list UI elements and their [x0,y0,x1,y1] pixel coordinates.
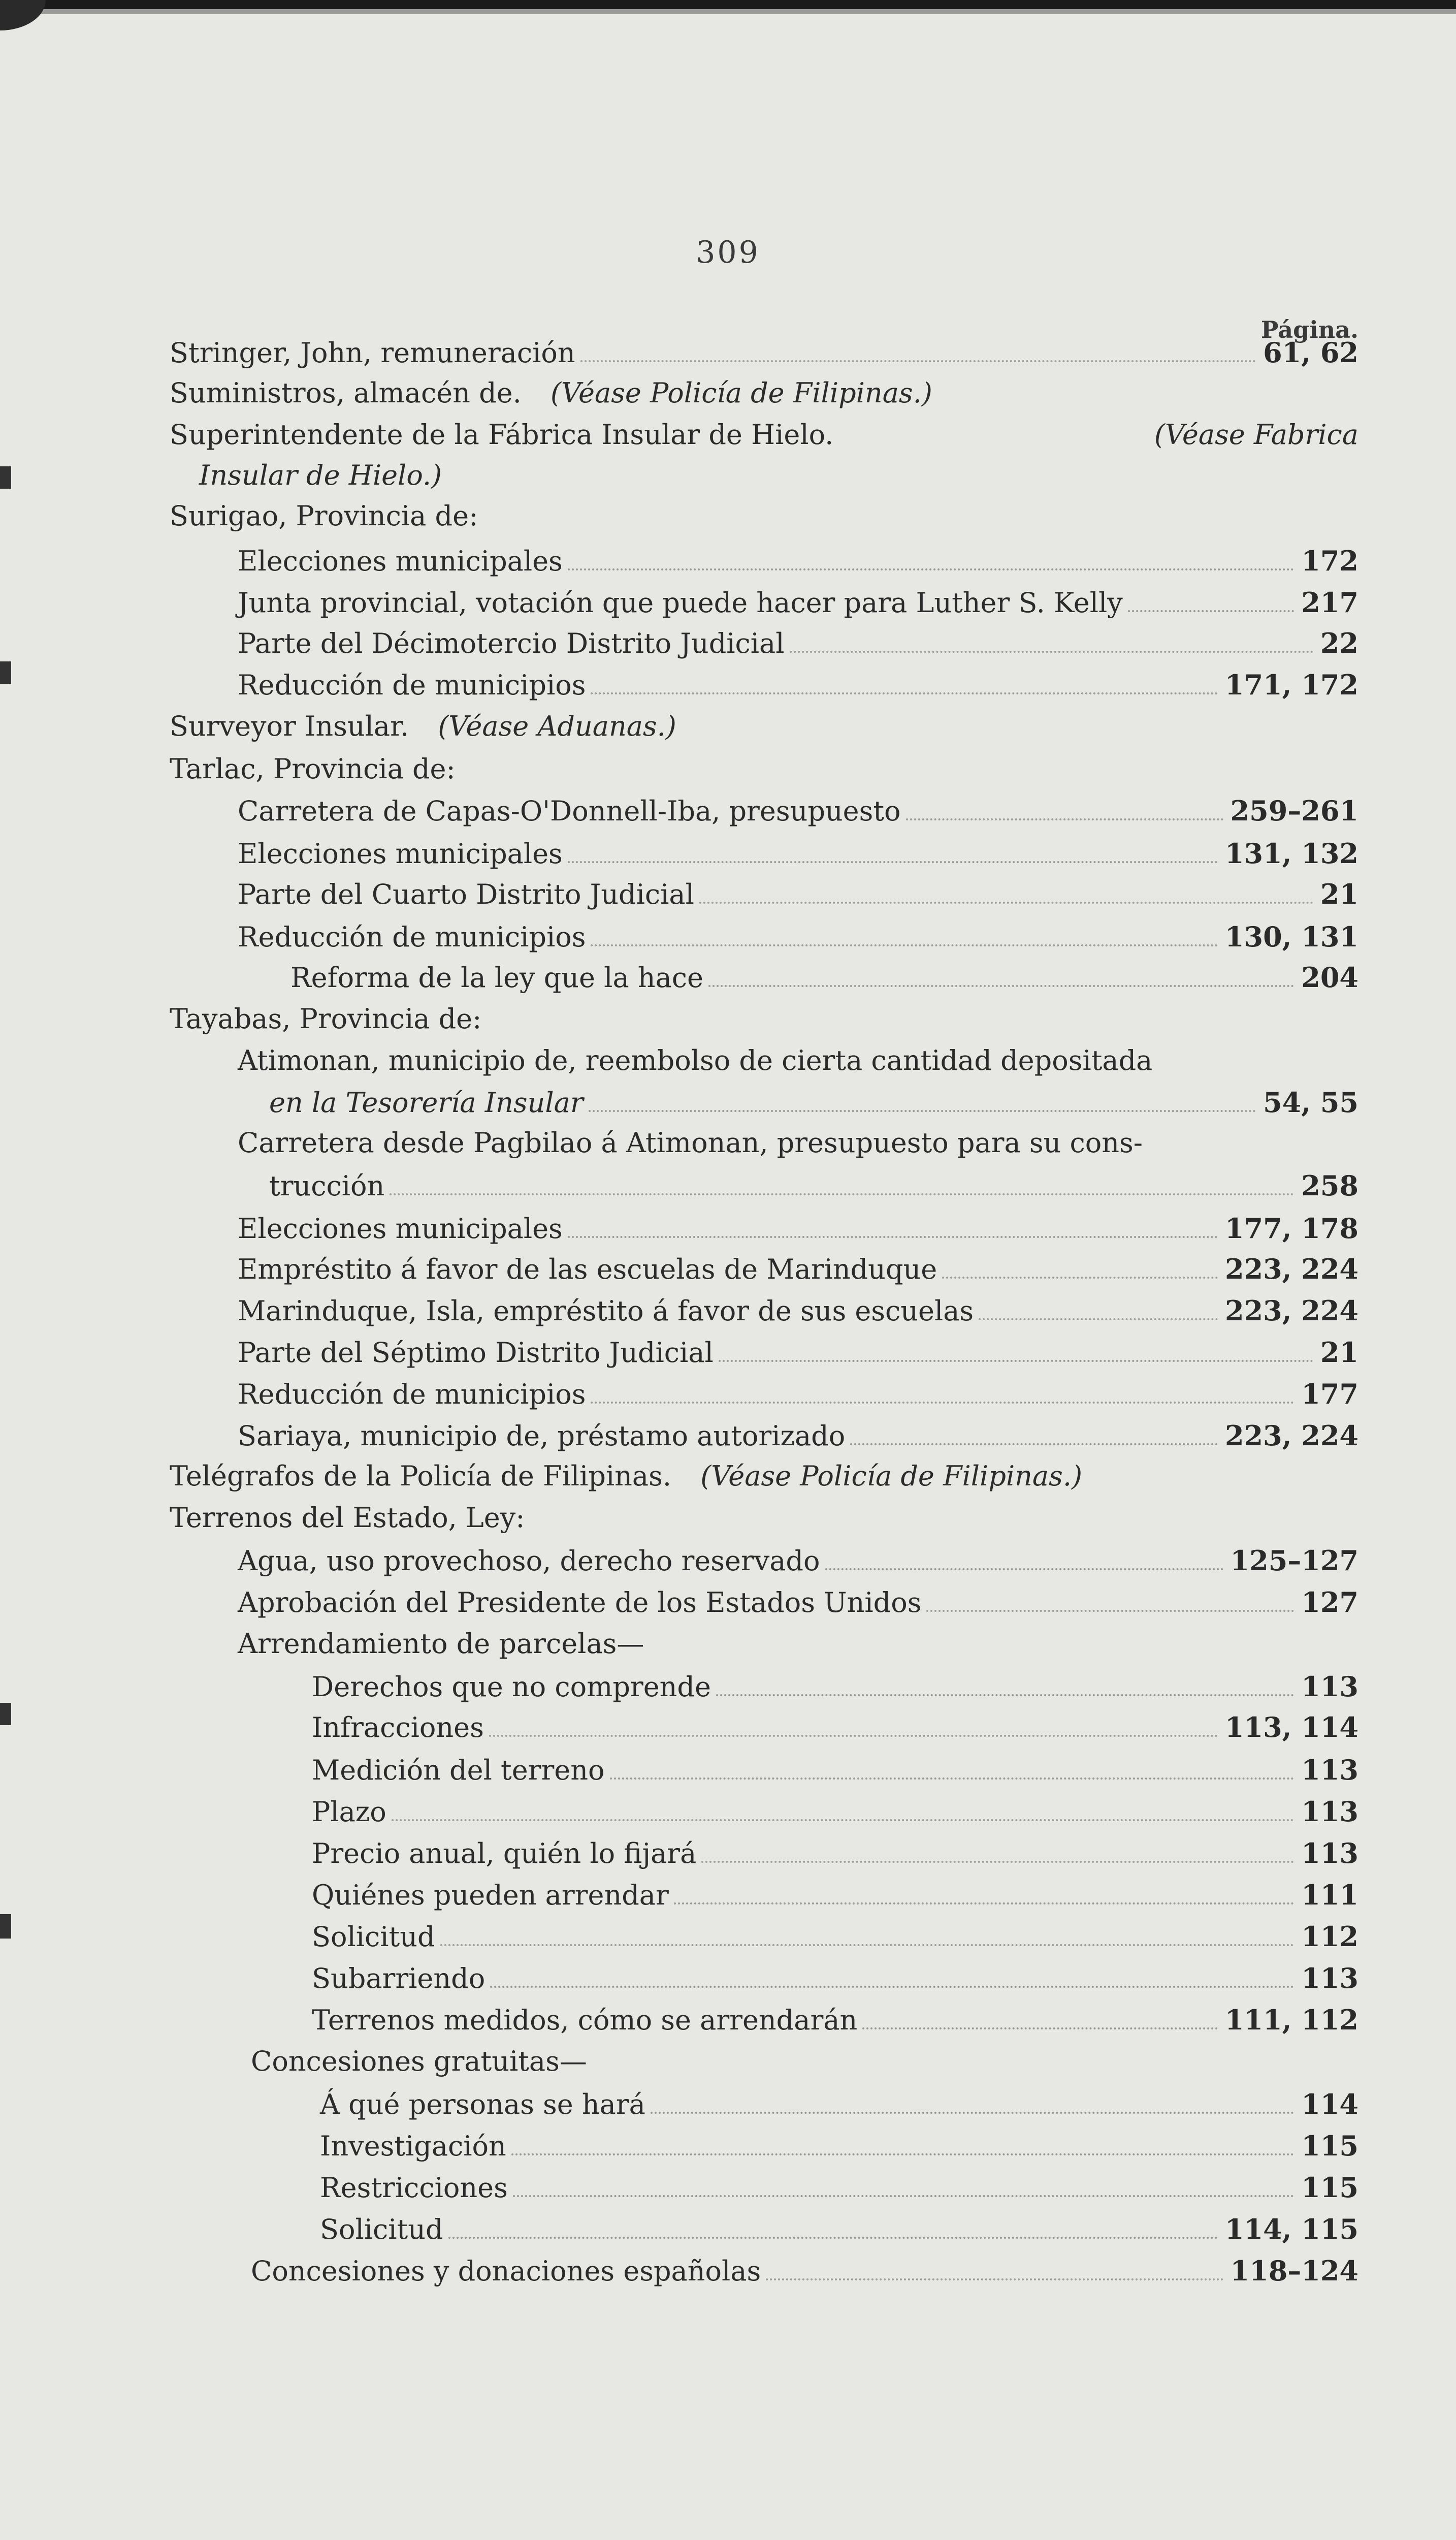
entry-text: Parte del Séptimo Distrito Judicial [238,1337,714,1369]
leader-dots [979,1318,1218,1320]
index-heading [0,999,1456,1039]
entry-text: Infracciones [312,1711,484,1743]
page-ref: 113 [1301,1754,1358,1786]
index-entry [0,833,1456,874]
entry-text: Atimonan, municipio de, reembolso de cierta cantidad depositada [238,1044,1153,1076]
entry-text: Surigao, Provincia de: [170,500,478,532]
entry-text: Concesiones y donaciones españolas [251,2255,761,2287]
leader-dots [589,1110,1256,1112]
page-ref: 22 [1320,627,1358,659]
entry-text: Agua, uso provechoso, derecho reservado [238,1545,820,1577]
leader-dots [580,360,1256,362]
index-entry [0,1666,1456,1707]
see-reference: (Véase Policía de Filipinas.) [700,1460,1083,1492]
index-heading [0,1498,1456,1538]
entry-text: Superintendente de la Fábrica Insular de Hielo. [170,419,834,451]
index-heading [0,496,1456,536]
leader-dots [766,2278,1223,2280]
entry-text: Junta provincial, votación que puede hacer para Luther S. Kelly [238,587,1123,619]
leader-dots [390,1193,1294,1195]
entry-text: Sariaya, municipio de, préstamo autorizado [238,1420,846,1452]
index-entry [0,1707,1456,1748]
entry-text: Subarriendo [312,1962,486,1994]
entry-text: Precio anual, quién lo fijará [312,1837,697,1869]
entry-text: Reducción de municipios [238,921,586,953]
index-entry [0,1833,1456,1874]
page-ref: 111, 112 [1224,2004,1358,2036]
leader-dots [906,818,1223,820]
index-entry [0,1540,1456,1581]
index-entry [0,1916,1456,1957]
page-ref: 223, 224 [1224,1253,1358,1285]
see-reference-cont: Insular de Hielo.) [199,459,442,491]
entry-text: Parte del Décimotercio Distrito Judicial [238,627,785,659]
entry-text: Solicitud [312,1921,435,1953]
entry-text: Tarlac, Provincia de: [170,753,456,785]
entry-text: Solicitud [320,2213,443,2245]
index-entry [0,1415,1456,1456]
index-entry [0,1791,1456,1832]
index-entry [0,623,1456,663]
page-ref: 61, 62 [1263,336,1358,369]
page-ref: 118–124 [1230,2255,1358,2287]
page-ref: 259–261 [1230,795,1358,827]
page-ref: 114 [1301,2088,1358,2120]
page-ref: 130, 131 [1224,920,1358,953]
index-entry [0,373,1456,414]
entry-text: Reducción de municipios [238,1378,586,1410]
index-entry [0,1456,1456,1497]
leader-dots [568,568,1294,570]
entry-text: Aprobación del Presidente de los Estados Unidos [238,1586,922,1618]
entry-text: Derechos que no comprende [312,1671,711,1703]
leader-dots [568,1236,1218,1238]
page-ref: 217 [1301,586,1358,619]
leader-dots [926,1610,1294,1612]
entry-text: Carretera de Capas-O'Donnell-Iba, presupuesto [238,795,901,827]
index-entry [0,874,1456,914]
index-entry [0,1582,1456,1623]
page-ref: 115 [1301,2171,1358,2204]
column-header-pagina: Página. [1260,316,1358,343]
index-entry [0,2250,1456,2291]
entry-text: trucción [269,1170,385,1202]
entry-text: Reforma de la ley que la hace [290,962,703,994]
index-entry-continuation [0,1082,1456,1123]
index-entry [0,1958,1456,1998]
leader-dots [610,1777,1295,1780]
page-ref: 113 [1301,1962,1358,1994]
index-entry [0,1290,1456,1331]
leader-dots [511,2153,1294,2155]
index-entry [0,2125,1456,2166]
leader-dots [701,1861,1294,1863]
entry-text: Elecciones municipales [238,545,563,577]
leader-dots [591,944,1217,946]
page-ref: 114, 115 [1224,2213,1358,2245]
page-ref: 21 [1320,1336,1358,1369]
index-entry [0,1750,1456,1790]
entry-text: Surveyor Insular. [170,710,409,742]
leader-dots [440,1944,1295,1946]
leader-dots [1128,610,1294,612]
index-subheading [0,2041,1456,2082]
index-entry [0,1249,1456,1289]
entry-text: Parte del Cuarto Distrito Judicial [238,878,694,910]
index-entry [0,1208,1456,1249]
index-entry [0,2084,1456,2124]
page-ref: 172 [1301,545,1358,577]
index-entry-continuation [0,1165,1456,1206]
index-entry [0,664,1456,705]
leader-dots [699,902,1313,904]
leader-dots [708,985,1294,987]
entry-text: Empréstito á favor de las escuelas de Marinduque [238,1253,937,1285]
leader-dots [448,2237,1218,2239]
index-entry [0,582,1456,623]
see-reference: (Véase Policía de Filipinas.) [550,377,932,409]
entry-text: Reducción de municipios [238,669,586,701]
leader-dots [790,651,1313,653]
entry-text: Quiénes pueden arrendar [312,1879,669,1911]
page-ref: 223, 224 [1224,1419,1358,1452]
index-entry [0,957,1456,998]
index-heading [0,749,1456,789]
page-ref: 223, 224 [1224,1294,1358,1327]
page-ref: 54, 55 [1263,1086,1358,1119]
page-ref: 21 [1320,878,1358,910]
index-entry-continuation [0,455,1456,496]
see-reference: (Véase Aduanas.) [438,710,676,742]
entry-text: Plazo [312,1796,386,1828]
entry-text: Concesiones gratuitas— [251,2045,587,2077]
page-ref: 258 [1301,1169,1358,1202]
leader-dots [674,1902,1294,1904]
entry-text: Á qué personas se hará [320,2088,645,2120]
index-entry [0,916,1456,957]
index-entry [0,1123,1456,1163]
index-entry [0,1875,1456,1915]
entry-text: en la Tesorería Insular [269,1087,584,1119]
entry-text: Carretera desde Pagbilao á Atimonan, presupuesto para su cons- [238,1127,1143,1159]
leader-dots [825,1568,1223,1570]
entry-text: Telégrafos de la Policía de Filipinas. [170,1460,672,1492]
entry-text: Terrenos medidos, cómo se arrendarán [312,2004,858,2036]
entry-text: Elecciones municipales [238,1213,563,1245]
leader-dots [490,1986,1294,1988]
page-ref: 113 [1301,1837,1358,1869]
index-entry [0,2167,1456,2208]
leader-dots [942,1277,1218,1279]
leader-dots [568,861,1218,863]
entry-text: Elecciones municipales [238,838,563,870]
leader-dots [591,692,1217,694]
leader-dots [513,2195,1294,2197]
page-ref: 113 [1301,1795,1358,1828]
index-entry [0,790,1456,831]
index-entry [0,1332,1456,1373]
index-entry [0,541,1456,581]
entry-text: Marinduque, Isla, empréstito á favor de sus escuelas [238,1295,974,1327]
page-ref: 131, 132 [1224,837,1358,870]
page-ref: 177 [1301,1378,1358,1410]
page-ref: 112 [1301,1920,1358,1953]
entry-text: Medición del terreno [312,1754,605,1786]
page-ref: 171, 172 [1224,669,1358,701]
leader-dots [716,1694,1294,1696]
leader-dots [719,1360,1313,1362]
page-ref: 204 [1301,961,1358,994]
index-entry [0,2209,1456,2249]
entry-text: Stringer, John, remuneración [170,337,575,369]
index-subheading [0,1624,1456,1664]
leader-dots [489,1735,1218,1737]
page-ref: 125–127 [1230,1544,1358,1577]
index-entry [0,1374,1456,1414]
page-number: 309 [696,235,760,270]
entry-text: Investigación [320,2130,506,2162]
index-entry [0,332,1456,373]
leader-dots [591,1402,1294,1404]
page-ref: 177, 178 [1224,1212,1358,1245]
see-reference: (Véase Fabrica [1154,419,1358,451]
entry-text: Tayabas, Provincia de: [170,1003,482,1035]
page-ref: 113 [1301,1670,1358,1703]
entry-text: Suministros, almacén de. [170,377,522,409]
entry-text: Arrendamiento de parcelas— [238,1628,644,1660]
index-entry [0,1040,1456,1081]
page-ref: 127 [1301,1586,1358,1618]
page-ref: 115 [1301,2130,1358,2162]
page-ref: 111 [1301,1879,1358,1911]
leader-dots [850,1443,1218,1445]
entry-text: Terrenos del Estado, Ley: [170,1502,525,1534]
entry-text: Restricciones [320,2172,508,2204]
leader-dots [862,2027,1218,2029]
leader-dots [651,2112,1294,2114]
index-entry [0,1999,1456,2040]
page-ref: 113, 114 [1224,1711,1358,1743]
index-entry [0,706,1456,747]
index-entry [0,415,1456,455]
leader-dots [392,1819,1295,1821]
